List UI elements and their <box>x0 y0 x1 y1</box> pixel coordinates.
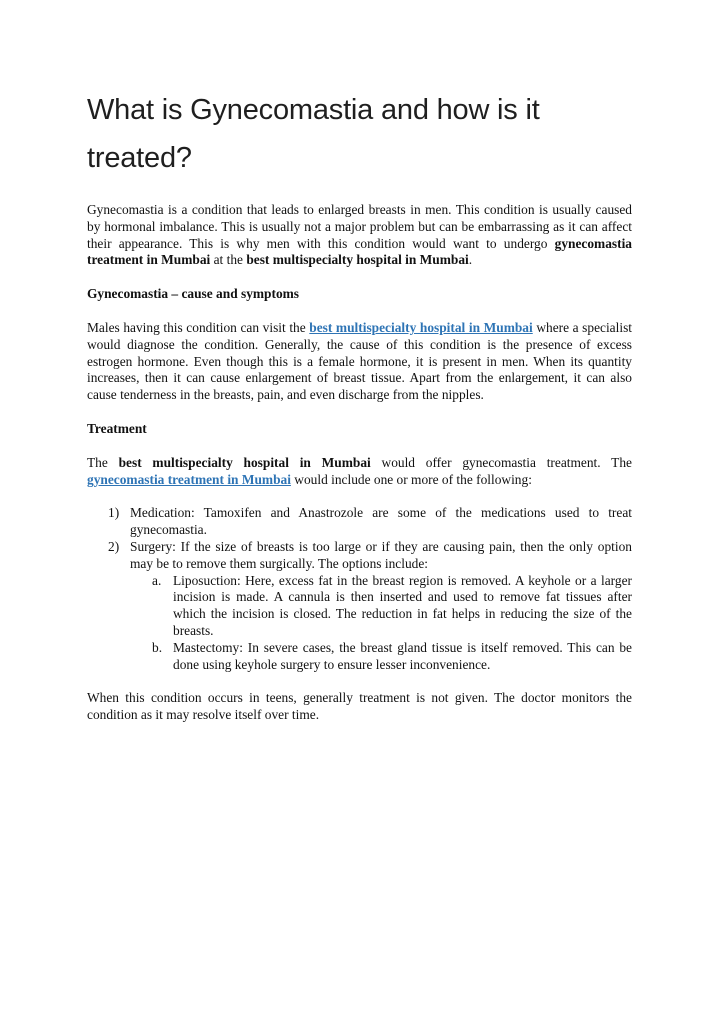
intro-paragraph <box>87 202 632 269</box>
sublist-item-mastectomy <box>152 639 632 674</box>
cause-paragraph <box>87 320 632 404</box>
section-heading-treatment: Treatment <box>87 420 147 436</box>
intro-bold-2: best multispecialty hospital in Mumbai <box>246 252 469 268</box>
section-heading-cause: Gynecomastia – cause and symptoms <box>87 286 300 302</box>
list-item-surgery <box>108 538 632 673</box>
treatment-text-3: would include one or more of the following: <box>290 471 532 487</box>
document-page <box>87 86 632 724</box>
list-item-medication <box>108 505 632 539</box>
page-title: What is Gynecomastia and how is it treated? <box>87 94 540 174</box>
treatment-link[interactable]: gynecomastia treatment in Mumbai <box>87 471 291 487</box>
treatment-paragraph <box>87 455 632 489</box>
treatment-text-2: would offer gynecomastia treatment. The <box>370 454 632 470</box>
treatment-list <box>87 505 632 673</box>
intro-text-2: at the <box>210 252 247 268</box>
intro-text-3: . <box>468 252 473 268</box>
sublist-item-liposuction <box>152 572 632 640</box>
intro-bold-1: gynecomastia treatment in Mumbai <box>87 235 632 268</box>
list-item-text: Surgery: If the size of breasts is too large or if they are causing pain, then the only option may be to remove them surgically. The options include: <box>130 538 632 571</box>
sublist-letter: a. <box>152 572 162 588</box>
list-number: 2) <box>108 538 120 554</box>
surgery-options-list <box>130 573 632 674</box>
list-number: 1) <box>108 505 120 521</box>
intro-text-1: Gynecomastia is a condition that leads to enlarged breasts in men. This condition is usually caused by hormonal imbalance. This is usually not a major problem but can be embarrassing as it can affect their appearance. This is why men with this condition would want to undergo <box>87 202 632 251</box>
treatment-bold-1: best multispecialty hospital in Mumbai <box>118 454 371 470</box>
hospital-link[interactable]: best multispecialty hospital in Mumbai <box>309 319 533 335</box>
sublist-letter: b. <box>152 639 163 655</box>
list-item-text: Medication: Tamoxifen and Anastrozole are some of the medications used to treat gynecomastia. <box>130 505 632 538</box>
treatment-text-1: The <box>87 454 119 470</box>
sublist-item-text: Liposuction: Here, excess fat in the breast region is removed. A keyhole or a larger incision is made. A cannula is then inserted and used to remove fat tissues after which the incision is closed. The reduction in fat helps in reducing the size of the breasts. <box>173 572 632 638</box>
sublist-item-text: Mastectomy: In severe cases, the breast gland tissue is itself removed. This can be done using keyhole surgery to ensure lesser inconvenience. <box>173 639 632 672</box>
cause-text-1: Males having this condition can visit the <box>87 319 310 335</box>
cause-text-2: where a specialist would diagnose the condition. Generally, the cause of this condition is the presence of excess estrogen hormone. Even though this is a female hormone, it is present in men. When its quantity increases, then it can cause enlargement of breast tissue. Apart from the enlargement, it can also cause tenderness in the breasts, pain, and even discharge from the nipples. <box>87 319 633 403</box>
closing-paragraph: When this condition occurs in teens, generally treatment is not given. The doctor monitors the condition as it may resolve itself over time. <box>87 690 632 723</box>
